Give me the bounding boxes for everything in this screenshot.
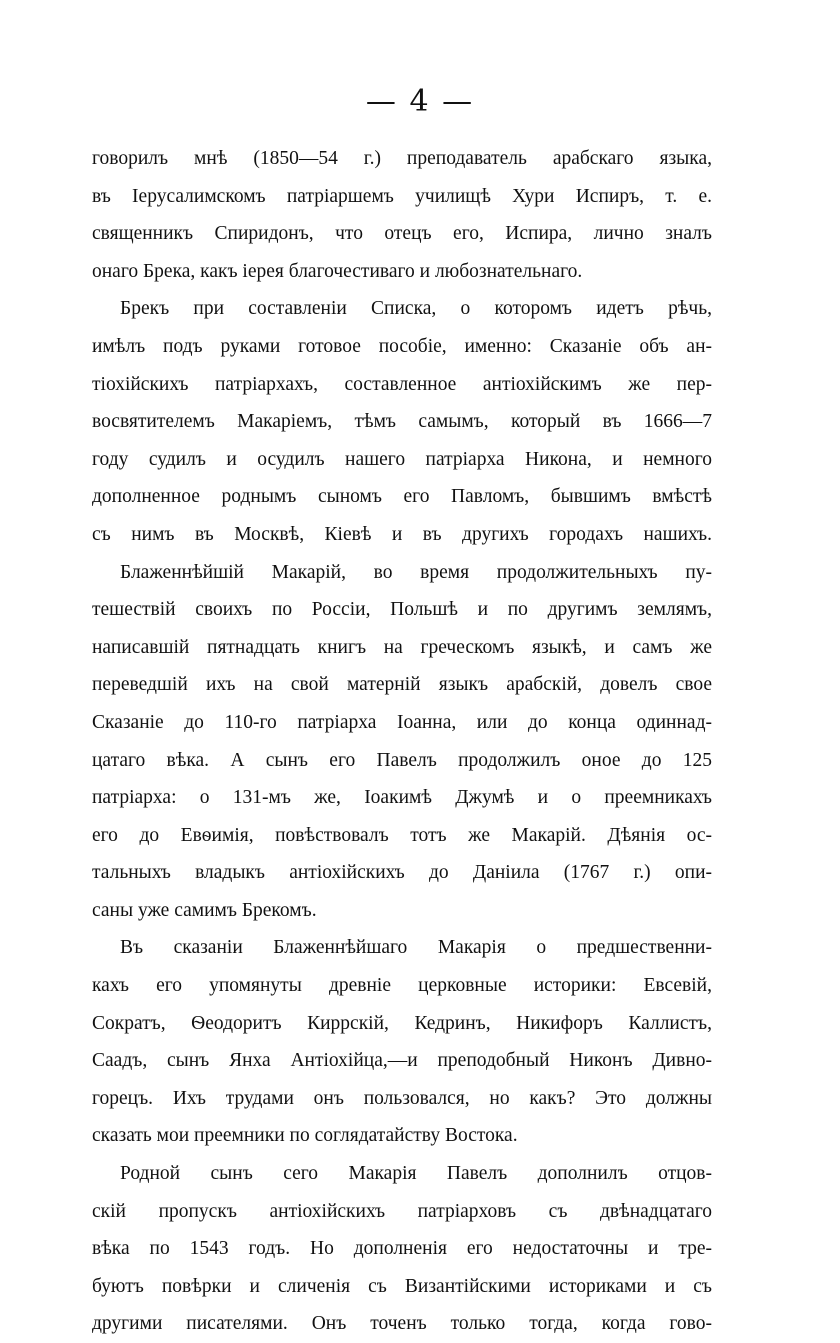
- text-line: Саадъ, сынъ Янха Антіохійца,—и преподобный Никонъ Дивно-: [92, 1050, 712, 1072]
- text-line: Сказаніе до 110-го патріарха Іоанна, или до конца одиннад-: [92, 711, 712, 733]
- text-line: говорилъ мнѣ (1850—54 г.) преподаватель арабскаго языка,: [92, 148, 712, 169]
- text-line: священникъ Спиридонъ, что отецъ его, Испира, лично зналъ: [92, 223, 712, 245]
- text-line: патріарха: о 131-мъ же, Іоакимѣ Джумѣ и о преемникахъ: [92, 787, 712, 809]
- text-line: его до Евѳимія, повѣствовалъ тотъ же Макарій. Дѣянія ос-: [92, 824, 712, 846]
- text-line: вѣка по 1543 годъ. Но дополненія его недостаточны и тре-: [92, 1238, 712, 1260]
- text-line: въ Іерусалимскомъ патріаршемъ училищѣ Хури Испиръ, т. е.: [92, 185, 712, 207]
- text-line: саны уже самимъ Брекомъ.: [92, 899, 317, 921]
- text-line: тешествій своихъ по Россіи, Польшѣ и по другимъ землямъ,: [92, 599, 712, 621]
- body-text: [92, 140, 712, 1343]
- paragraph: [92, 1155, 712, 1343]
- text-line: Въ сказаніи Блаженнѣйшаго Макарія о предшественни-: [120, 937, 712, 959]
- paragraph: [92, 290, 712, 553]
- text-line: написавшій пятнадцать книгъ на греческомъ языкѣ, и самъ же: [92, 636, 712, 658]
- text-line: Брекъ при составленіи Списка, о которомъ идетъ рѣчь,: [120, 298, 712, 320]
- text-line: дополненное роднымъ сыномъ его Павломъ, бывшимъ вмѣстѣ: [92, 486, 712, 508]
- paragraph: [92, 929, 712, 1155]
- page-number: — 4 —: [365, 84, 475, 119]
- text-line: тальныхъ владыкъ антіохійскихъ до Даніила (1767 г.) опи-: [92, 862, 712, 884]
- text-line: сказать мои преемники по соглядатайству Востока.: [92, 1125, 518, 1147]
- text-line: кахъ его упомянуты древніе церковные историки: Евсевій,: [92, 975, 712, 997]
- text-line: Блаженнѣйшій Макарій, во время продолжительныхъ пу-: [120, 561, 712, 583]
- text-line: восвятителемъ Макаріемъ, тѣмъ самымъ, который въ 1666—7: [92, 411, 712, 433]
- text-line: буютъ повѣрки и сличенія съ Византійскими историками и съ: [92, 1275, 712, 1297]
- text-line: переведшій ихъ на свой матерній языкъ арабскій, довелъ свое: [92, 674, 712, 696]
- text-line: цатаго вѣка. А сынъ его Павелъ продолжилъ оное до 125: [92, 749, 712, 771]
- text-line: Сократъ, Ѳеодоритъ Киррскій, Кедринъ, Никифоръ Каллистъ,: [92, 1012, 712, 1034]
- text-line: году судилъ и осудилъ нашего патріарха Никона, и немного: [92, 448, 712, 470]
- text-line: другими писателями. Онъ точенъ только тогда, когда гово-: [92, 1313, 712, 1335]
- text-line: онаго Брека, какъ іерея благочестиваго и любознательнаго.: [92, 260, 583, 282]
- text-line: Родной сынъ сего Макарія Павелъ дополнилъ отцов-: [120, 1163, 712, 1185]
- text-line: скій пропускъ антіохійскихъ патріарховъ съ двѣнадцатаго: [92, 1200, 712, 1222]
- text-line: имѣлъ подъ руками готовое пособіе, именно: Сказаніе объ ан-: [92, 335, 712, 357]
- paragraph: [92, 554, 712, 930]
- paragraph: [92, 140, 712, 290]
- text-line: съ нимъ въ Москвѣ, Кіевѣ и въ другихъ городахъ нашихъ.: [92, 523, 712, 545]
- text-line: тіохійскихъ патріархахъ, составленное антіохійскимъ же пер-: [92, 373, 712, 395]
- text-line: горецъ. Ихъ трудами онъ пользовался, но какъ? Это должны: [92, 1087, 712, 1109]
